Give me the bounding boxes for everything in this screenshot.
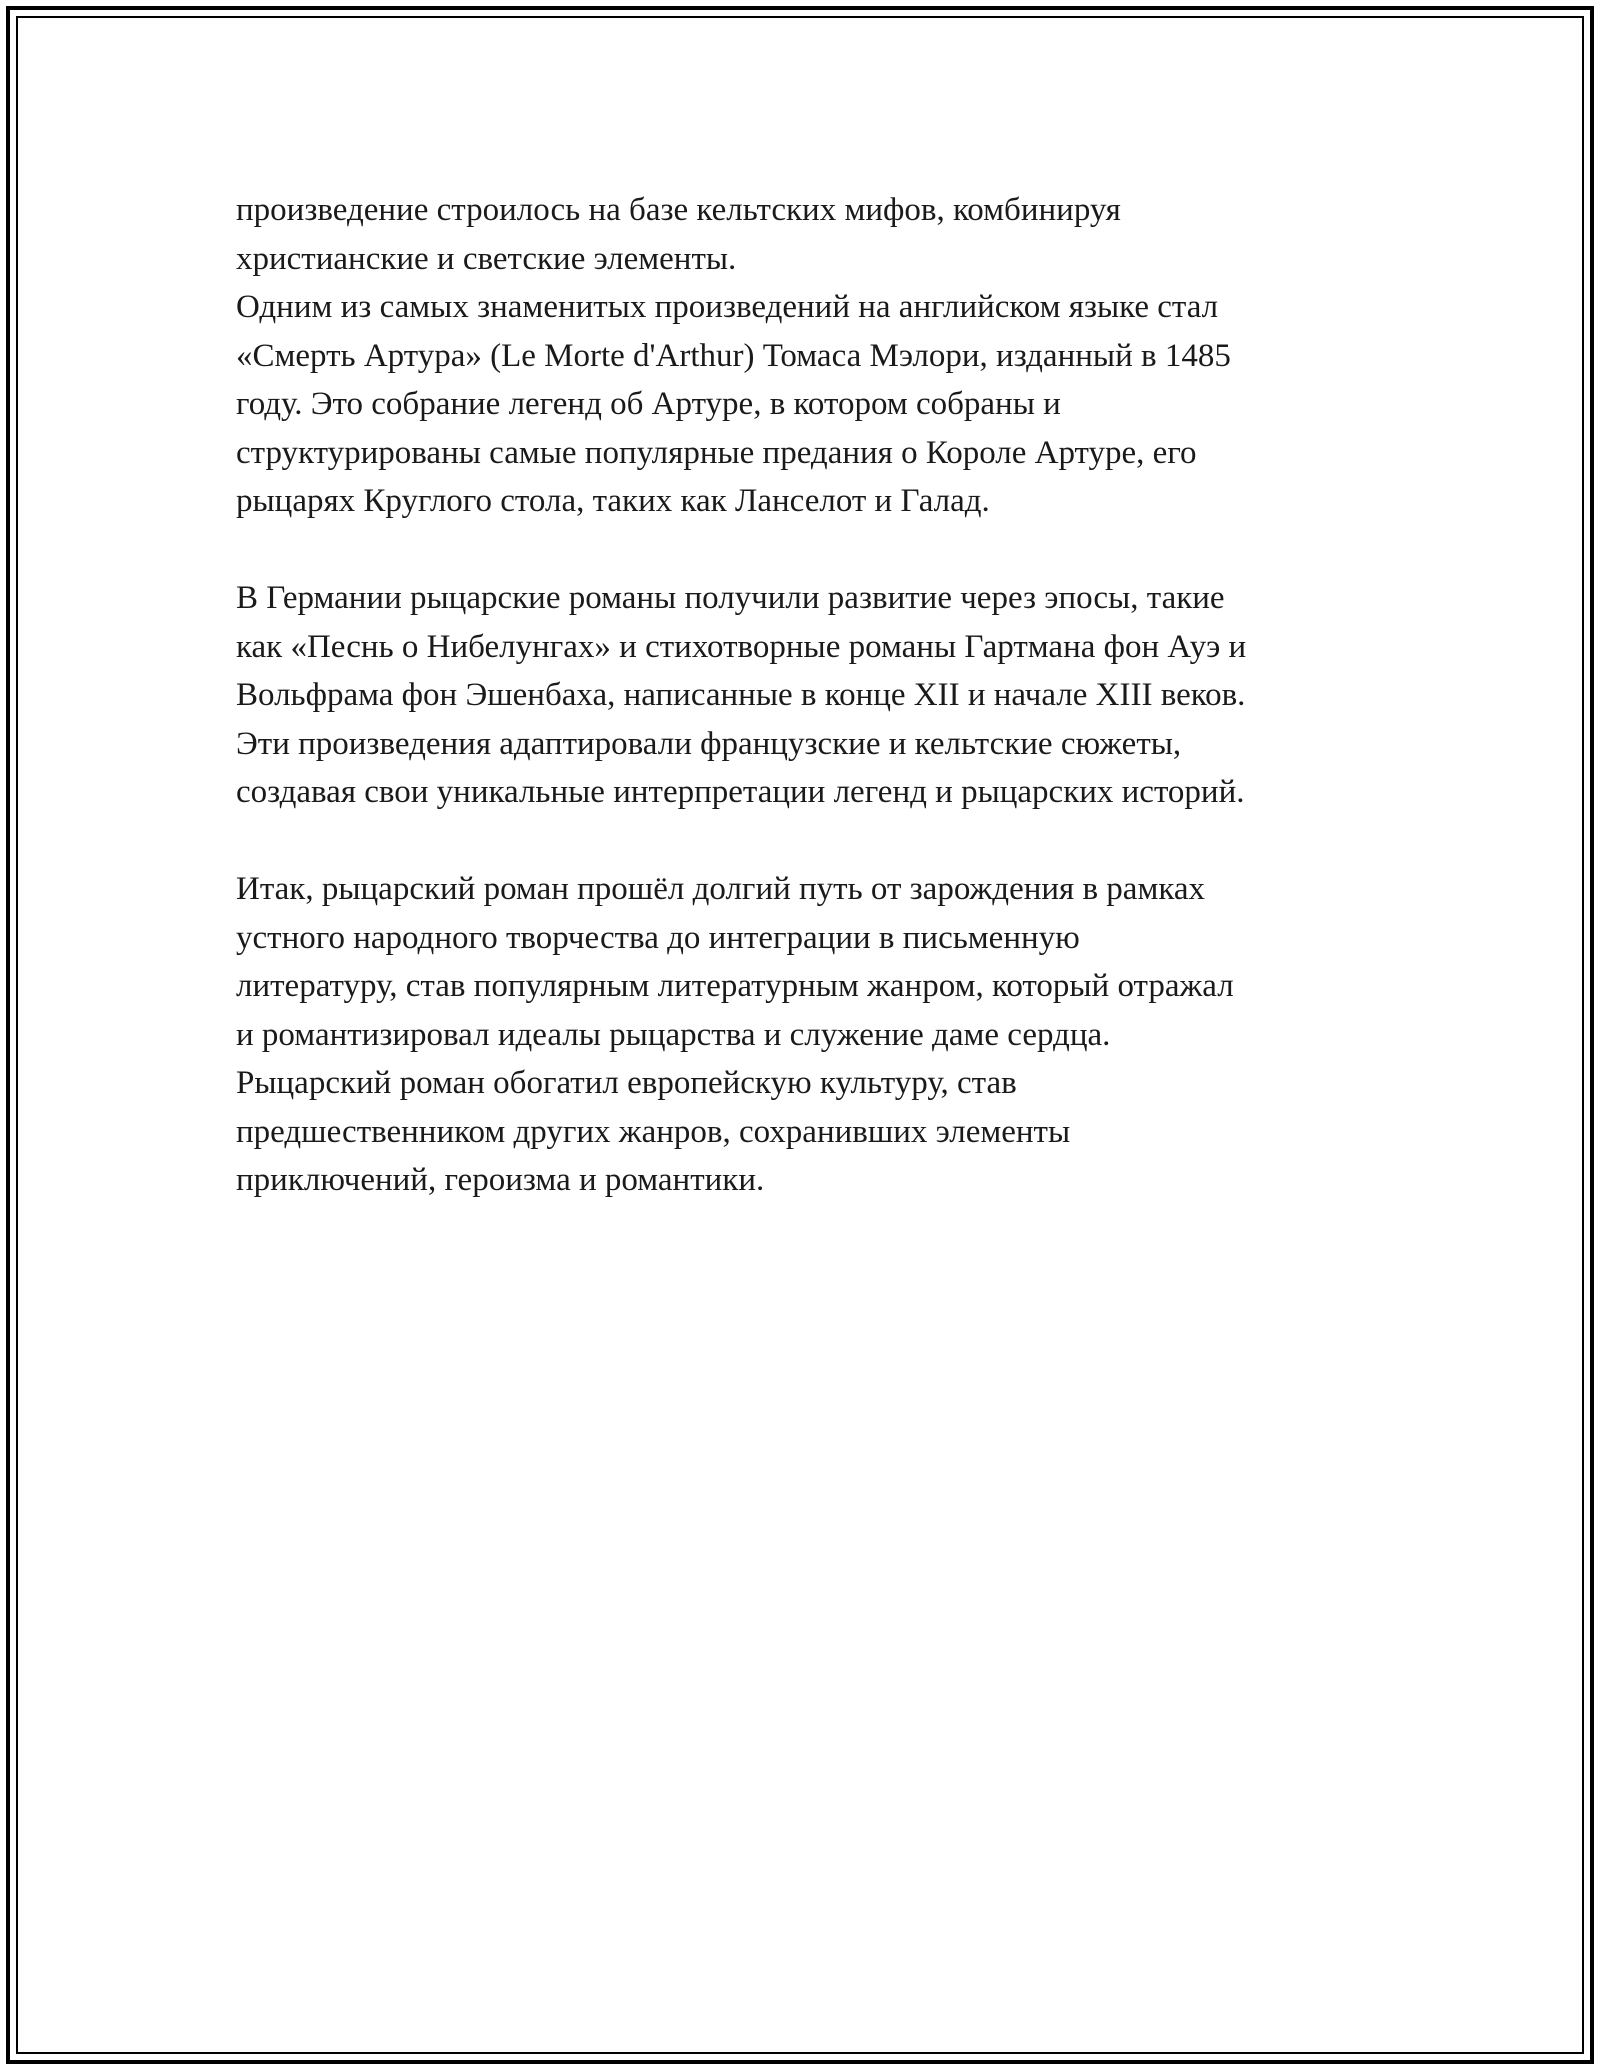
document-body	[236, 186, 1376, 1205]
text-line: «Смерть Артура» (Le Morte d'Arthur) Томаса Мэлори, изданный в 1485	[236, 337, 1231, 374]
text-line: В Германии рыцарские романы получили развитие через эпосы, такие	[236, 580, 1225, 616]
text-line: литературу, став популярным литературным жанром, который отражал	[236, 968, 1234, 1004]
text-line: устного народного творчества до интеграции в письменную	[236, 919, 1080, 956]
text-line: Итак, рыцарский роман прошёл долгий путь от зарождения в рамках	[236, 871, 1206, 907]
text-line: создавая свои уникальные интерпретации легенд и рыцарских историй.	[236, 774, 1245, 810]
text-line: и романтизировал идеалы рыцарства и служение даме сердца.	[236, 1016, 1111, 1053]
text-line: христианские и светские элементы.	[236, 240, 737, 277]
paragraph-spacer	[236, 817, 1376, 866]
text-line: Одним из самых знаменитых произведений на английском языке стал	[236, 289, 1219, 325]
text-line: Вольфрама фон Эшенбаха, написанные в конце XII и начале XIII веков.	[236, 677, 1246, 713]
text-line: Рыцарский роман обогатил европейскую культуру, став	[236, 1065, 1017, 1101]
text-line: году. Это собрание легенд об Артуре, в котором собраны и	[236, 386, 1061, 422]
text-line: предшественником других жанров, сохранивших элементы	[236, 1113, 1071, 1150]
text-line: структурированы самые популярные предания о Короле Артуре, его	[236, 434, 1197, 471]
paragraph-spacer	[236, 526, 1376, 575]
text-line: рыцарях Круглого стола, таких как Ланселот и Галад.	[236, 483, 990, 519]
text-line: Эти произведения адаптировали французские и кельтские сюжеты,	[236, 725, 1182, 762]
text-line: произведение строилось на базе кельтских мифов, комбинируя	[236, 192, 1121, 228]
text-line: как «Песнь о Нибелунгах» и стихотворные романы Гартмана фон Ауэ и	[236, 628, 1247, 665]
text-line: приключений, героизма и романтики.	[236, 1162, 765, 1198]
